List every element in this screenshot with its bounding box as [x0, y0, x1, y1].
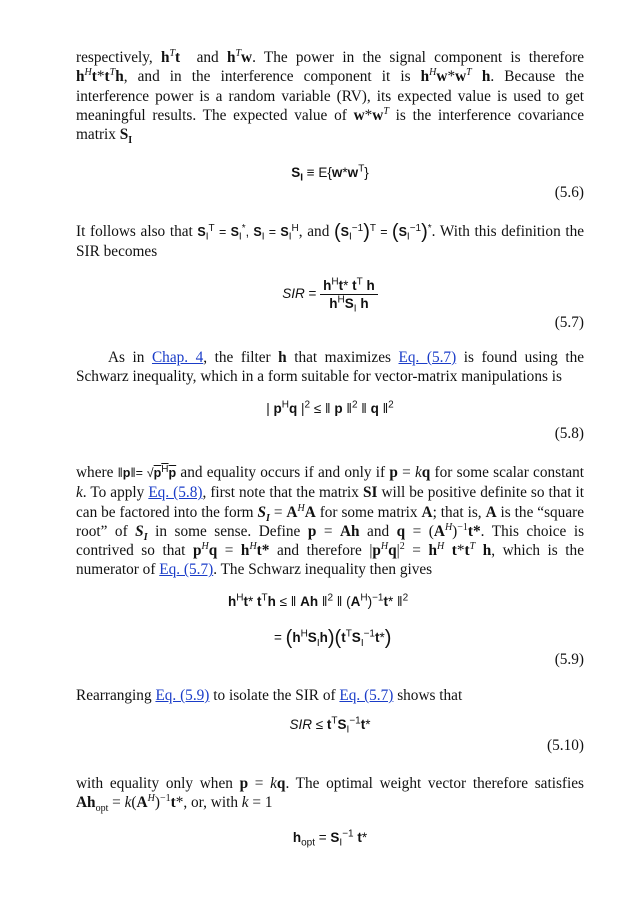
equation-5-9-line-1: $h^Ht*$ $t^Th$ ≤ ‖ Ah ‖$^2$ ‖ $(A^H)^{-1}t*$ ‖$^2$	[228, 592, 409, 609]
paragraph-3: As in Chap. 4, the filter h that maximizes Eq. (5.7) is found using the Schwarz inequality, which in a form suitable for vector-matrix manipulations is	[76, 349, 585, 386]
paragraph-6: with equality only when p = kq. The optimal weight vector therefore satisfies $Ah_{opt} = k(A^H)^{-1}t*$, or, with k = 1	[76, 775, 584, 815]
equation-5-7: SIR = $\frac{h^Ht* t^T h}{h^HS_I h}$	[76, 278, 584, 311]
equation-h-opt: $h_{opt} = S_I^{-1}$ t*	[292, 828, 368, 849]
equation-5-9-line-2: = $(h^HS_Ih)(t^TS_I^{-1}t*)$	[274, 627, 392, 649]
equation-number-5-10: (5.10)	[547, 737, 584, 754]
link-eq-5-9[interactable]: Eq. (5.9)	[155, 687, 210, 704]
link-eq-5-8[interactable]: Eq. (5.8)	[148, 484, 203, 502]
paragraph-2: It follows also that $S_I^T = S_I^*$, $S_I = S_I^H$, and $(S_I^{-1})^T = (S_I^{-1})^*$. With this definition the SIR becomes	[76, 221, 585, 261]
paragraph-1: respectively, $h^Tt$ and $h^Tw$. The power in the signal component is therefore $h^Ht*t^Th$, and in the interference component it is $h^Hw*w^T$ h. Because the interference power is a random variable (RV), its expected value is used to get meaningful results. The expected value of $w*w^T$ is the interference covariance matrix $S_I$	[76, 47, 585, 147]
link-eq-5-7[interactable]: Eq. (5.7)	[398, 349, 457, 366]
equation-5-8: | $p^Hq$ $|^2$ ≤ ‖ p ‖$^2$ ‖ q ‖$^2$	[266, 399, 394, 416]
equation-number-5-7: (5.7)	[554, 314, 584, 331]
paragraph-5: Rearranging Eq. (5.9) to isolate the SIR of Eq. (5.7) shows that	[76, 687, 463, 704]
link-eq-5-7-c[interactable]: Eq. (5.7)	[339, 687, 394, 704]
equation-number-5-9: (5.9)	[554, 651, 584, 668]
equation-number-5-8: (5.8)	[554, 425, 584, 442]
equation-number-5-6: (5.6)	[554, 184, 584, 201]
equation-5-10: SIR ≤ $t^TS_I^{-1}t*$	[289, 715, 371, 736]
link-chap-4[interactable]: Chap. 4	[151, 349, 204, 366]
equation-5-6: $S_I \equiv E\{w*w^T\}$	[291, 163, 369, 184]
paragraph-4: where ‖p‖= $√p^Hp$ and equality occurs if and only if p = kq for some scalar constant k. To apply Eq. (5.8), first note that the matrix SI will be positive definite so that it can be factored into the form $S_I = A^HA$ for some matrix A; that is, A is the “square root” of $S_I$ in some sense. Define p = Ah and $q = (A^H)^{-1}t*$. This choice is contrived so that $p^Hq = h^Ht*$ and therefore $|p^Hq|^2 = h^H$ $t*t^T$ h, which is the numerator of Eq. (5.7). The Schwarz inequality then gives	[76, 463, 585, 579]
link-eq-5-7-b[interactable]: Eq. (5.7)	[159, 561, 214, 579]
